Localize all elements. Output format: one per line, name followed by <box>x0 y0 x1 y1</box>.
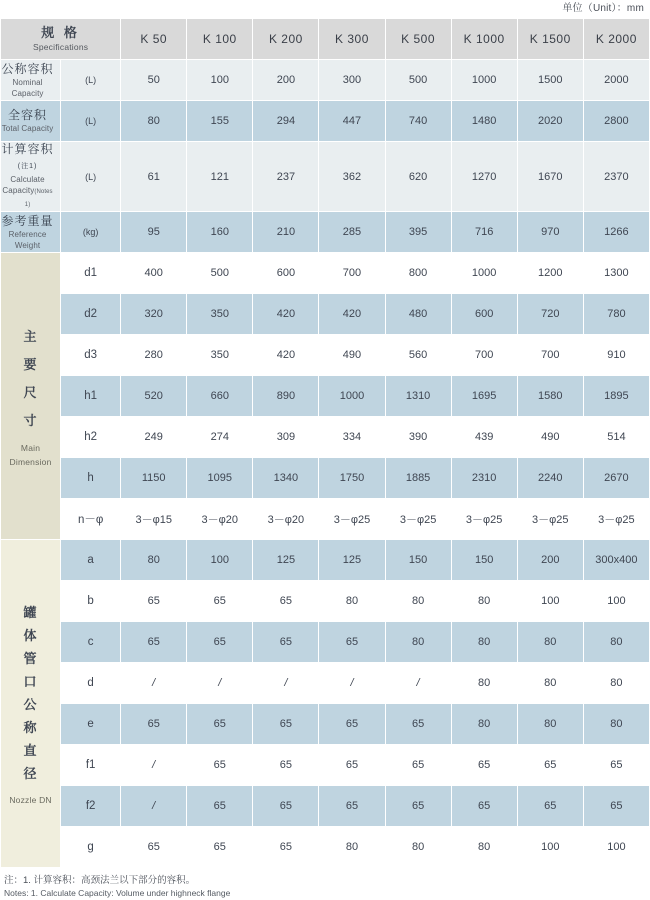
label-nominal-capacity-zh: 公称容积 <box>1 61 54 76</box>
cell-d3-k100: 350 <box>187 335 253 376</box>
nozzle-char-8: 径 <box>23 765 38 781</box>
nozzle-char-7: 直 <box>23 742 38 758</box>
cell-d2-k300: 420 <box>319 294 385 335</box>
cell-total-k300: 447 <box>319 101 385 142</box>
row-reference-weight <box>1 212 650 253</box>
row-d1 <box>1 253 650 294</box>
label-reference-weight-zh: 参考重量 <box>1 213 54 228</box>
cell-nphi-k1000: 3－φ25 <box>451 499 517 540</box>
row-d2 <box>1 294 650 335</box>
symbol-d: d <box>61 663 121 704</box>
cell-g-k1500: 100 <box>517 827 583 868</box>
main-dimension-label <box>1 253 61 540</box>
cell-g-k1000: 80 <box>451 827 517 868</box>
cell-a-k100: 100 <box>187 540 253 581</box>
cell-calc-k100: 121 <box>187 142 253 212</box>
cell-h2-k1000: 439 <box>451 417 517 458</box>
symbol-h1: h1 <box>61 376 121 417</box>
cell-d2-k1500: 720 <box>517 294 583 335</box>
label-calculate-capacity-zh: 计算容积(注1) <box>1 142 54 170</box>
cell-total-k2000: 2800 <box>583 101 649 142</box>
cell-h1-k300: 1000 <box>319 376 385 417</box>
header-model-k200: K 200 <box>253 19 319 60</box>
row-g <box>1 827 650 868</box>
cell-nominal-k1000: 1000 <box>451 60 517 101</box>
header-model-k2000: K 2000 <box>583 19 649 60</box>
cell-a-k300: 125 <box>319 540 385 581</box>
cell-d3-k2000: 910 <box>583 335 649 376</box>
unit-calculate-capacity: (L) <box>61 142 121 212</box>
cell-weight-k2000: 1266 <box>583 212 649 253</box>
cell-d1-k500: 800 <box>385 253 451 294</box>
cell-calc-k1500: 1670 <box>517 142 583 212</box>
cell-e-k1000: 80 <box>451 704 517 745</box>
cell-d2-k2000: 780 <box>583 294 649 335</box>
cell-c-k1000: 80 <box>451 622 517 663</box>
label-reference-weight-en: Reference Weight <box>8 229 47 250</box>
cell-calc-k300: 362 <box>319 142 385 212</box>
symbol-a: a <box>61 540 121 581</box>
cell-a-k1000: 150 <box>451 540 517 581</box>
cell-nphi-k100: 3－φ20 <box>187 499 253 540</box>
row-calculate-capacity <box>1 142 650 212</box>
cell-c-k500: 80 <box>385 622 451 663</box>
cell-e-k500: 65 <box>385 704 451 745</box>
nozzle-char-4: 口 <box>23 673 38 689</box>
table-header-row <box>1 19 650 60</box>
main-dimension-char-3: 尺 <box>23 385 38 400</box>
cell-f2-k50: / <box>121 786 187 827</box>
cell-h-k500: 1885 <box>385 458 451 499</box>
cell-d1-k1500: 1200 <box>517 253 583 294</box>
cell-e-k300: 65 <box>319 704 385 745</box>
label-nominal-capacity-en: Nominal Capacity <box>11 77 44 98</box>
cell-h2-k1500: 490 <box>517 417 583 458</box>
label-nominal-capacity <box>1 60 61 101</box>
cell-d2-k100: 350 <box>187 294 253 335</box>
cell-d1-k100: 500 <box>187 253 253 294</box>
row-h1 <box>1 376 650 417</box>
unit-nominal-capacity: (L) <box>61 60 121 101</box>
header-spec-en: Specifications <box>32 42 89 52</box>
cell-nphi-k2000: 3－φ25 <box>583 499 649 540</box>
symbol-h: h <box>61 458 121 499</box>
cell-f2-k300: 65 <box>319 786 385 827</box>
nozzle-label-en: Nozzle DN <box>9 794 52 805</box>
row-d <box>1 663 650 704</box>
table-notes <box>0 868 650 900</box>
cell-h-k1000: 2310 <box>451 458 517 499</box>
note-en: Notes: 1. Calculate Capacity: Volume under highneck flange <box>4 888 231 898</box>
cell-d2-k200: 420 <box>253 294 319 335</box>
cell-c-k1500: 80 <box>517 622 583 663</box>
specifications-table <box>0 18 650 868</box>
cell-a-k50: 80 <box>121 540 187 581</box>
label-calculate-capacity <box>1 142 61 212</box>
cell-d1-k300: 700 <box>319 253 385 294</box>
cell-nominal-k2000: 2000 <box>583 60 649 101</box>
main-dimension-char-4: 寸 <box>23 413 38 428</box>
cell-f2-k500: 65 <box>385 786 451 827</box>
cell-g-k200: 65 <box>253 827 319 868</box>
cell-h2-k500: 390 <box>385 417 451 458</box>
cell-nominal-k200: 200 <box>253 60 319 101</box>
cell-calc-k2000: 2370 <box>583 142 649 212</box>
cell-f1-k2000: 65 <box>583 745 649 786</box>
cell-g-k500: 80 <box>385 827 451 868</box>
cell-d1-k1000: 1000 <box>451 253 517 294</box>
cell-a-k200: 125 <box>253 540 319 581</box>
symbol-b: b <box>61 581 121 622</box>
row-e <box>1 704 650 745</box>
cell-f2-k2000: 65 <box>583 786 649 827</box>
cell-f1-k200: 65 <box>253 745 319 786</box>
cell-h-k200: 1340 <box>253 458 319 499</box>
cell-calc-k500: 620 <box>385 142 451 212</box>
row-nominal-capacity <box>1 60 650 101</box>
cell-b-k1000: 80 <box>451 581 517 622</box>
cell-c-k2000: 80 <box>583 622 649 663</box>
cell-total-k200: 294 <box>253 101 319 142</box>
cell-e-k100: 65 <box>187 704 253 745</box>
cell-h1-k100: 660 <box>187 376 253 417</box>
cell-c-k100: 65 <box>187 622 253 663</box>
row-a <box>1 540 650 581</box>
cell-g-k300: 80 <box>319 827 385 868</box>
row-n-phi <box>1 499 650 540</box>
row-f2 <box>1 786 650 827</box>
cell-d3-k200: 420 <box>253 335 319 376</box>
cell-d3-k1500: 700 <box>517 335 583 376</box>
cell-h1-k1500: 1580 <box>517 376 583 417</box>
cell-nphi-k200: 3－φ20 <box>253 499 319 540</box>
cell-calc-k1000: 1270 <box>451 142 517 212</box>
cell-nphi-k500: 3－φ25 <box>385 499 451 540</box>
label-total-capacity <box>1 101 61 142</box>
cell-f1-k300: 65 <box>319 745 385 786</box>
cell-e-k2000: 80 <box>583 704 649 745</box>
symbol-h2: h2 <box>61 417 121 458</box>
cell-calc-k50: 61 <box>121 142 187 212</box>
nozzle-dn-label <box>1 540 61 868</box>
cell-weight-k50: 95 <box>121 212 187 253</box>
header-model-k500: K 500 <box>385 19 451 60</box>
cell-h1-k2000: 1895 <box>583 376 649 417</box>
cell-g-k2000: 100 <box>583 827 649 868</box>
cell-f2-k1500: 65 <box>517 786 583 827</box>
cell-f2-k1000: 65 <box>451 786 517 827</box>
label-total-capacity-zh: 全容积 <box>8 108 48 122</box>
label-total-capacity-en: Total Capacity <box>1 124 54 133</box>
row-h2 <box>1 417 650 458</box>
header-spec-zh: 规 格 <box>41 25 80 40</box>
cell-nominal-k50: 50 <box>121 60 187 101</box>
unit-note: 单位（Unit）：mm <box>562 3 644 14</box>
row-c <box>1 622 650 663</box>
cell-total-k100: 155 <box>187 101 253 142</box>
cell-g-k100: 65 <box>187 827 253 868</box>
symbol-g: g <box>61 827 121 868</box>
cell-h1-k50: 520 <box>121 376 187 417</box>
header-model-k100: K 100 <box>187 19 253 60</box>
cell-nominal-k300: 300 <box>319 60 385 101</box>
header-model-k1000: K 1000 <box>451 19 517 60</box>
cell-f1-k500: 65 <box>385 745 451 786</box>
cell-d2-k1000: 600 <box>451 294 517 335</box>
cell-d-k1000: 80 <box>451 663 517 704</box>
symbol-n-phi: n－φ <box>61 499 121 540</box>
cell-weight-k100: 160 <box>187 212 253 253</box>
cell-b-k300: 80 <box>319 581 385 622</box>
nozzle-char-1: 罐 <box>23 604 38 620</box>
cell-d3-k500: 560 <box>385 335 451 376</box>
cell-a-k1500: 200 <box>517 540 583 581</box>
header-model-k300: K 300 <box>319 19 385 60</box>
row-h <box>1 458 650 499</box>
unit-reference-weight: (kg) <box>61 212 121 253</box>
cell-nominal-k1500: 1500 <box>517 60 583 101</box>
cell-g-k50: 65 <box>121 827 187 868</box>
cell-d2-k500: 480 <box>385 294 451 335</box>
nozzle-char-2: 体 <box>23 627 38 643</box>
cell-h-k100: 1095 <box>187 458 253 499</box>
cell-d-k50: / <box>121 663 187 704</box>
cell-h1-k500: 1310 <box>385 376 451 417</box>
cell-calc-k200: 237 <box>253 142 319 212</box>
cell-d3-k300: 490 <box>319 335 385 376</box>
cell-weight-k1000: 716 <box>451 212 517 253</box>
main-dimension-char-1: 主 <box>23 329 38 344</box>
cell-e-k50: 65 <box>121 704 187 745</box>
cell-total-k500: 740 <box>385 101 451 142</box>
cell-total-k1500: 2020 <box>517 101 583 142</box>
nozzle-char-6: 称 <box>23 719 38 735</box>
label-calculate-capacity-en: Calculate Capacity(Notes 1) <box>2 175 53 208</box>
cell-c-k50: 65 <box>121 622 187 663</box>
cell-h2-k200: 309 <box>253 417 319 458</box>
row-total-capacity <box>1 101 650 142</box>
nozzle-char-5: 公 <box>23 696 38 712</box>
nozzle-char-3: 管 <box>23 650 38 666</box>
note-zh: 注：1. 计算容积：高颈法兰以下部分的容积。 <box>4 875 196 886</box>
cell-total-k1000: 1480 <box>451 101 517 142</box>
row-b <box>1 581 650 622</box>
symbol-f1: f1 <box>61 745 121 786</box>
cell-d-k500: / <box>385 663 451 704</box>
cell-d-k300: / <box>319 663 385 704</box>
cell-f1-k1500: 65 <box>517 745 583 786</box>
cell-d1-k50: 400 <box>121 253 187 294</box>
cell-f2-k100: 65 <box>187 786 253 827</box>
symbol-f2: f2 <box>61 786 121 827</box>
cell-h-k2000: 2670 <box>583 458 649 499</box>
row-d3 <box>1 335 650 376</box>
cell-d3-k50: 280 <box>121 335 187 376</box>
cell-b-k100: 65 <box>187 581 253 622</box>
cell-b-k50: 65 <box>121 581 187 622</box>
cell-d-k2000: 80 <box>583 663 649 704</box>
cell-nphi-k1500: 3－φ25 <box>517 499 583 540</box>
cell-weight-k300: 285 <box>319 212 385 253</box>
cell-weight-k1500: 970 <box>517 212 583 253</box>
cell-nphi-k50: 3－φ15 <box>121 499 187 540</box>
cell-nominal-k100: 100 <box>187 60 253 101</box>
cell-h-k1500: 2240 <box>517 458 583 499</box>
cell-d1-k2000: 1300 <box>583 253 649 294</box>
cell-h-k300: 1750 <box>319 458 385 499</box>
cell-f1-k100: 65 <box>187 745 253 786</box>
cell-h2-k100: 274 <box>187 417 253 458</box>
symbol-d2: d2 <box>61 294 121 335</box>
cell-h1-k1000: 1695 <box>451 376 517 417</box>
header-model-k50: K 50 <box>121 19 187 60</box>
header-spec-cell <box>1 19 121 60</box>
row-f1 <box>1 745 650 786</box>
cell-d-k200: / <box>253 663 319 704</box>
cell-nphi-k300: 3－φ25 <box>319 499 385 540</box>
cell-h2-k50: 249 <box>121 417 187 458</box>
cell-nominal-k500: 500 <box>385 60 451 101</box>
cell-h2-k300: 334 <box>319 417 385 458</box>
symbol-d1: d1 <box>61 253 121 294</box>
main-dimension-char-2: 要 <box>23 357 38 372</box>
cell-d-k1500: 80 <box>517 663 583 704</box>
symbol-e: e <box>61 704 121 745</box>
unit-total-capacity: (L) <box>61 101 121 142</box>
cell-f2-k200: 65 <box>253 786 319 827</box>
cell-d-k100: / <box>187 663 253 704</box>
cell-f1-k1000: 65 <box>451 745 517 786</box>
cell-e-k1500: 80 <box>517 704 583 745</box>
header-model-k1500: K 1500 <box>517 19 583 60</box>
main-dimension-label-en: Main Dimension <box>9 443 52 467</box>
cell-h1-k200: 890 <box>253 376 319 417</box>
cell-b-k1500: 100 <box>517 581 583 622</box>
symbol-d3: d3 <box>61 335 121 376</box>
cell-b-k500: 80 <box>385 581 451 622</box>
symbol-c: c <box>61 622 121 663</box>
cell-a-k500: 150 <box>385 540 451 581</box>
cell-c-k200: 65 <box>253 622 319 663</box>
cell-d1-k200: 600 <box>253 253 319 294</box>
cell-weight-k200: 210 <box>253 212 319 253</box>
label-reference-weight <box>1 212 61 253</box>
cell-c-k300: 65 <box>319 622 385 663</box>
cell-b-k200: 65 <box>253 581 319 622</box>
cell-e-k200: 65 <box>253 704 319 745</box>
cell-h2-k2000: 514 <box>583 417 649 458</box>
cell-h-k50: 1150 <box>121 458 187 499</box>
cell-d3-k1000: 700 <box>451 335 517 376</box>
cell-weight-k500: 395 <box>385 212 451 253</box>
cell-a-k2000: 300x400 <box>583 540 649 581</box>
cell-total-k50: 80 <box>121 101 187 142</box>
cell-f1-k50: / <box>121 745 187 786</box>
cell-d2-k50: 320 <box>121 294 187 335</box>
cell-b-k2000: 100 <box>583 581 649 622</box>
